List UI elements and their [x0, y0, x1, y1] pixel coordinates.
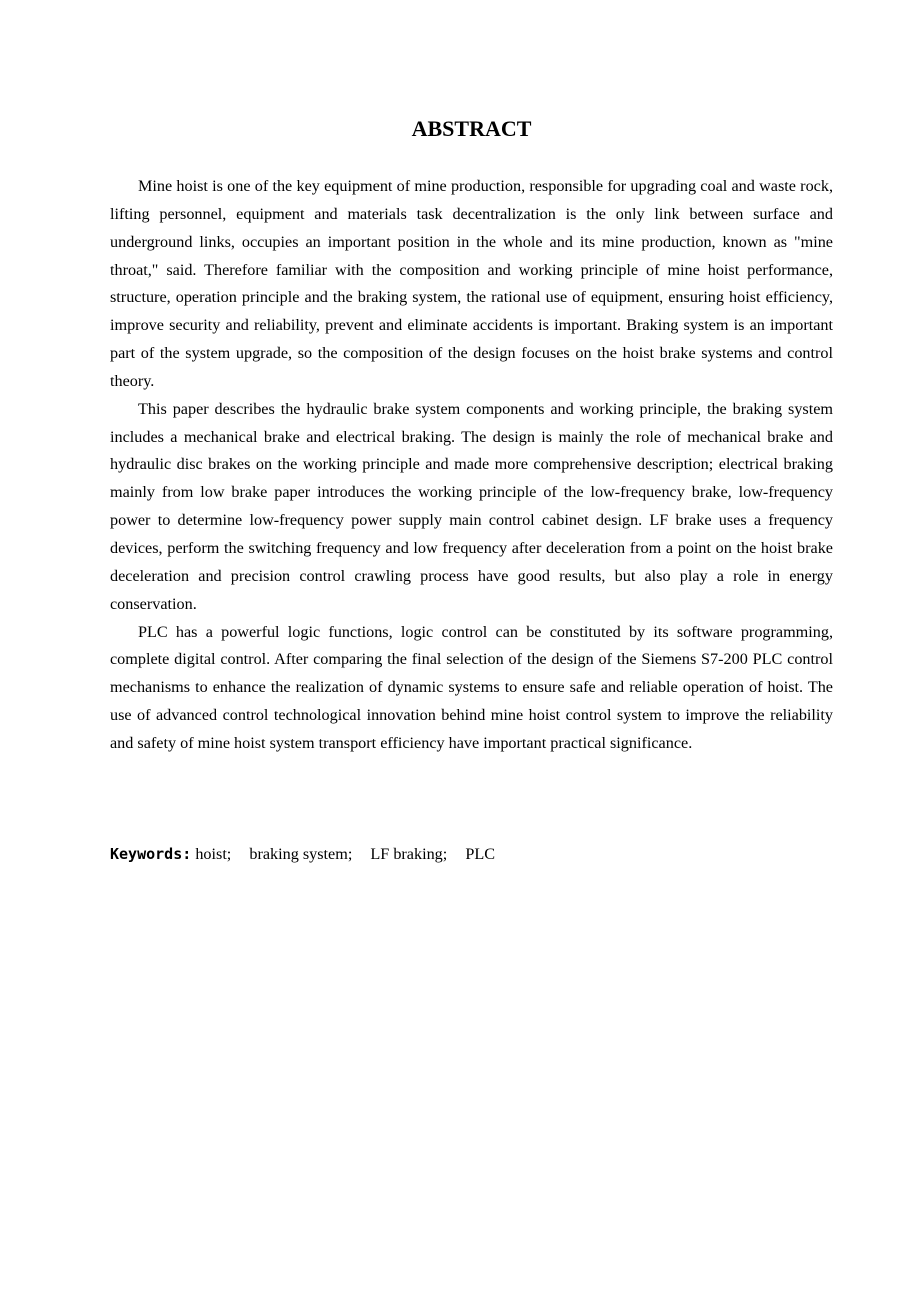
abstract-paragraph-3: PLC has a powerful logic functions, logic control can be constituted by its software programming, complete digital control. After comparing the final selection of the design of the Siemens S7-200 PLC control mechanisms to enhance the realization of dynamic systems to ensure safe and reliable operation of hoist. The use of advanced control technological innovation behind mine hoist control system to improve the reliability and safety of mine hoist system transport efficiency have important practical significance. — [110, 622, 833, 752]
keyword-item: braking system; — [249, 845, 353, 863]
abstract-title: ABSTRACT — [411, 116, 532, 141]
keywords-line — [110, 841, 833, 869]
abstract-paragraph-1: Mine hoist is one of the key equipment of mine production, responsible for upgrading coal and waste rock, lifting personnel, equipment and materials task decentralization is the only link between surface and underground links, occupies an important position in the whole and its mine production, known as "mine throat," said. Therefore familiar with the composition and working principle of mine hoist performance, structure, operation principle and the braking system, the rational use of equipment, ensuring hoist efficiency, improve security and reliability, prevent and eliminate accidents is important. Braking system is an important part of the system upgrade, so the composition of the design focuses on the hoist brake systems and control theory. — [110, 177, 833, 390]
keyword-item: hoist; — [195, 845, 232, 863]
keyword-item: PLC — [465, 845, 496, 863]
keyword-item: LF braking; — [370, 845, 448, 863]
abstract-body — [110, 173, 833, 758]
keywords-label: Keywords: — [110, 845, 192, 863]
abstract-paragraph-2: This paper describes the hydraulic brake system components and working principle, the braking system includes a mechanical brake and electrical braking. The design is mainly the role of mechanical brake and hydraulic disc brakes on the working principle and made more comprehensive description; electrical braking mainly from low brake paper introduces the working principle of the low-frequency brake, low-frequency power to determine low-frequency power supply main control cabinet design. LF brake uses a frequency devices, perform the switching frequency and low frequency after deceleration from a point on the hoist brake deceleration and precision control crawling process have good results, but also play a role in energy conservation. — [110, 399, 833, 613]
